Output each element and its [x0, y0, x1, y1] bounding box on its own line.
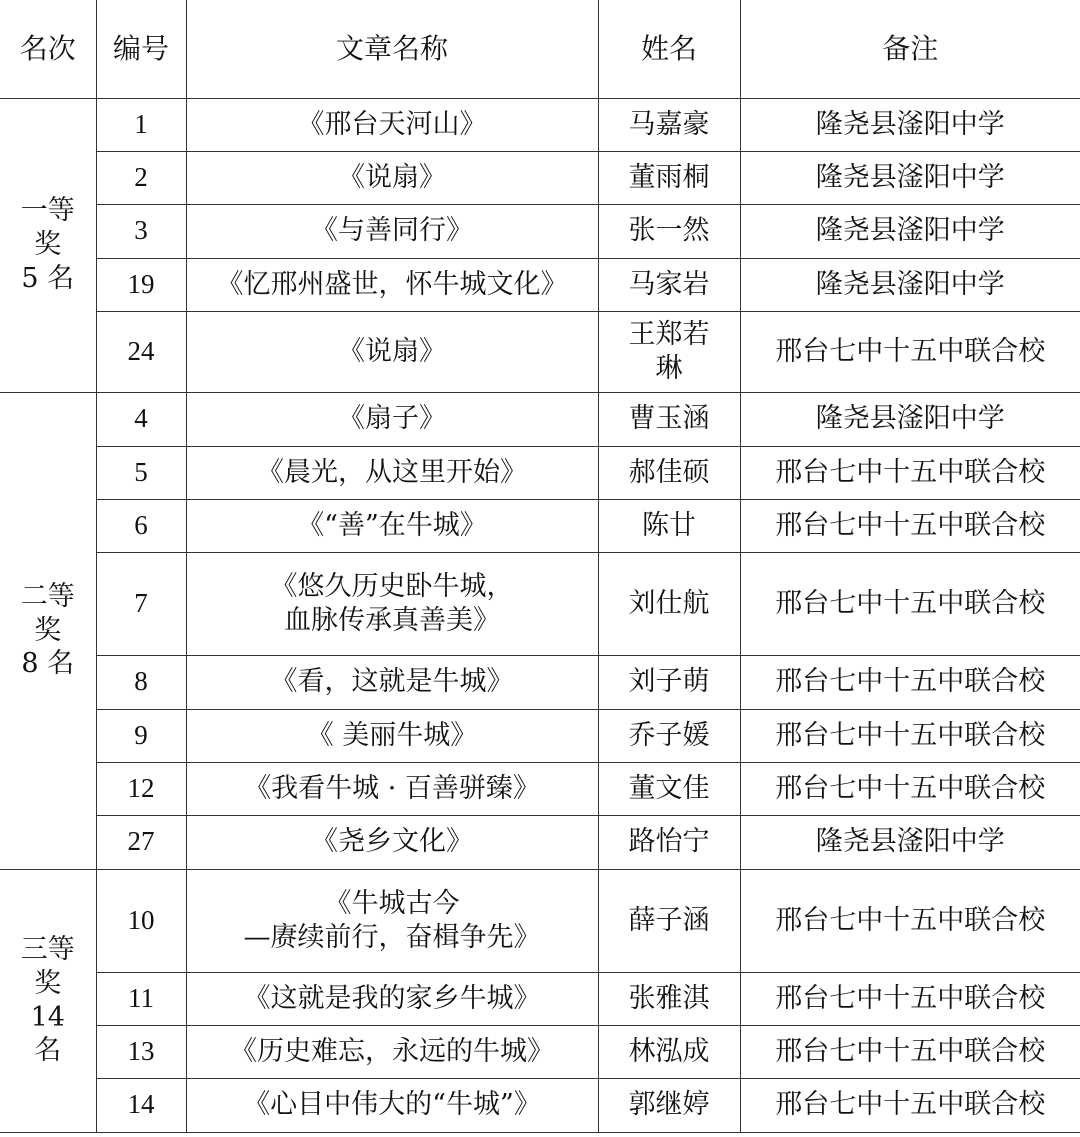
note-cell: 邢台七中十五中联合校 [740, 552, 1080, 655]
note-cell: 邢台七中十五中联合校 [740, 311, 1080, 392]
title-cell: 《尧乡文化》 [186, 815, 598, 869]
name-cell: 董雨桐 [598, 151, 740, 204]
note-cell: 邢台七中十五中联合校 [740, 869, 1080, 972]
title-cell: 《晨光，从这里开始》 [186, 446, 598, 499]
table-row [0, 98, 1080, 151]
number-cell: 12 [96, 762, 186, 815]
note-cell: 邢台七中十五中联合校 [740, 1078, 1080, 1132]
note-cell: 邢台七中十五中联合校 [740, 762, 1080, 815]
title-cell: 《忆邢州盛世，怀牛城文化》 [186, 258, 598, 311]
name-cell: 乔子媛 [598, 709, 740, 762]
number-cell: 2 [96, 151, 186, 204]
note-cell: 隆尧县滏阳中学 [740, 151, 1080, 204]
note-cell: 隆尧县滏阳中学 [740, 204, 1080, 258]
note-cell: 邢台七中十五中联合校 [740, 972, 1080, 1025]
number-cell: 10 [96, 869, 186, 972]
title-cell: 《邢台天河山》 [186, 98, 598, 151]
title-cell: 《“善”在牛城》 [186, 499, 598, 552]
table-row [0, 552, 1080, 655]
table-row [0, 311, 1080, 392]
title-cell: 《这就是我的家乡牛城》 [186, 972, 598, 1025]
table-row [0, 204, 1080, 258]
title-cell: 《说扇》 [186, 151, 598, 204]
name-cell: 薛子涵 [598, 869, 740, 972]
table-row [0, 869, 1080, 972]
header-row [0, 0, 1080, 98]
table-row [0, 655, 1080, 709]
note-cell: 邢台七中十五中联合校 [740, 446, 1080, 499]
number-cell: 27 [96, 815, 186, 869]
header-number: 编号 [96, 0, 186, 98]
name-cell: 郭继婷 [598, 1078, 740, 1132]
table-row [0, 392, 1080, 446]
name-cell: 王郑若 琳 [598, 311, 740, 392]
number-cell: 14 [96, 1078, 186, 1132]
number-cell: 24 [96, 311, 186, 392]
number-cell: 11 [96, 972, 186, 1025]
header-note: 备注 [740, 0, 1080, 98]
note-cell: 邢台七中十五中联合校 [740, 709, 1080, 762]
note-cell: 邢台七中十五中联合校 [740, 499, 1080, 552]
title-cell: 《看，这就是牛城》 [186, 655, 598, 709]
name-cell: 曹玉涵 [598, 392, 740, 446]
number-cell: 5 [96, 446, 186, 499]
title-cell: 《历史难忘，永远的牛城》 [186, 1025, 598, 1078]
name-cell: 张一然 [598, 204, 740, 258]
title-cell: 《悠久历史卧牛城， 血脉传承真善美》 [186, 552, 598, 655]
table-row [0, 762, 1080, 815]
note-cell: 隆尧县滏阳中学 [740, 98, 1080, 151]
number-cell: 9 [96, 709, 186, 762]
rank-cell-first-prize: 一等 奖 5 名 [0, 98, 96, 392]
rank-cell-second-prize: 二等 奖 8 名 [0, 392, 96, 869]
title-cell: 《扇子》 [186, 392, 598, 446]
number-cell: 19 [96, 258, 186, 311]
title-cell: 《我看牛城 · 百善骈臻》 [186, 762, 598, 815]
table-row [0, 499, 1080, 552]
name-cell: 陈廿 [598, 499, 740, 552]
table-row [0, 446, 1080, 499]
name-cell: 马家岩 [598, 258, 740, 311]
note-cell: 邢台七中十五中联合校 [740, 1025, 1080, 1078]
number-cell: 6 [96, 499, 186, 552]
table-row [0, 151, 1080, 204]
name-cell: 郝佳硕 [598, 446, 740, 499]
name-cell: 林泓成 [598, 1025, 740, 1078]
table-row [0, 1025, 1080, 1078]
number-cell: 8 [96, 655, 186, 709]
name-cell: 路怡宁 [598, 815, 740, 869]
note-cell: 隆尧县滏阳中学 [740, 815, 1080, 869]
number-cell: 13 [96, 1025, 186, 1078]
name-cell: 董文佳 [598, 762, 740, 815]
table-row [0, 1078, 1080, 1132]
note-cell: 邢台七中十五中联合校 [740, 655, 1080, 709]
number-cell: 4 [96, 392, 186, 446]
number-cell: 7 [96, 552, 186, 655]
title-cell: 《 美丽牛城》 [186, 709, 598, 762]
table-row [0, 258, 1080, 311]
note-cell: 隆尧县滏阳中学 [740, 392, 1080, 446]
number-cell: 3 [96, 204, 186, 258]
name-cell: 刘子萌 [598, 655, 740, 709]
table-row [0, 972, 1080, 1025]
name-cell: 马嘉豪 [598, 98, 740, 151]
table-row [0, 709, 1080, 762]
note-cell: 隆尧县滏阳中学 [740, 258, 1080, 311]
title-cell: 《与善同行》 [186, 204, 598, 258]
name-cell: 刘仕航 [598, 552, 740, 655]
title-cell: 《说扇》 [186, 311, 598, 392]
number-cell: 1 [96, 98, 186, 151]
rank-cell-third-prize: 三等 奖 14 名 [0, 869, 96, 1132]
name-cell: 张雅淇 [598, 972, 740, 1025]
title-cell: 《心目中伟大的“牛城”》 [186, 1078, 598, 1132]
header-title: 文章名称 [186, 0, 598, 98]
header-rank: 名次 [0, 0, 96, 98]
title-cell: 《牛城古今 —赓续前行，奋楫争先》 [186, 869, 598, 972]
header-name: 姓名 [598, 0, 740, 98]
table-row [0, 815, 1080, 869]
